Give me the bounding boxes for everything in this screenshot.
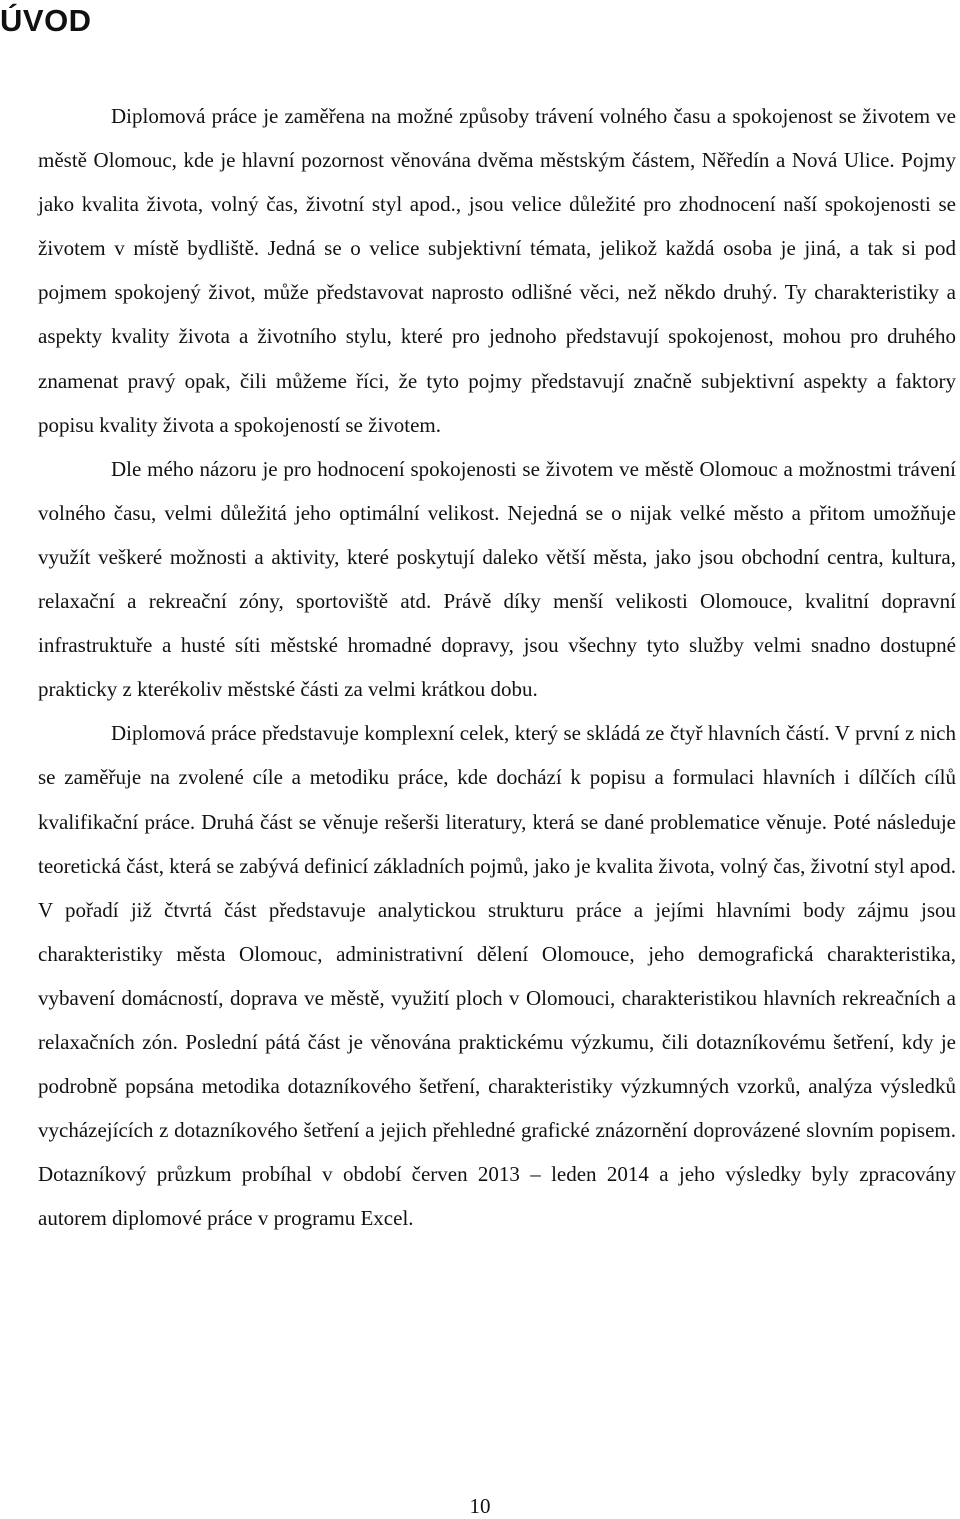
page-number: 10 <box>469 1494 491 1518</box>
document-body <box>38 94 956 1240</box>
paragraph-3: Diplomová práce představuje komplexní celek, který se skládá ze čtyř hlavních částí. V první z nich se zaměřuje na zvolené cíle a metodiku práce, kde dochází k popisu a formulaci hlavních i dílčích cílů kvalifikační práce. Druhá část se věnuje rešerši literatury, která se dané problematice věnuje. Poté následuje teoretická část, která se zabývá definicí základních pojmů, jako je kvalita života, volný čas, životní styl apod. V pořadí již čtvrtá část představuje analytickou strukturu práce a jejími hlavními body zájmu jsou charakteristiky města Olomouc, administrativní dělení Olomouce, jeho demografická charakteristika, vybavení domácností, doprava ve městě, využití ploch v Olomouci, charakteristikou hlavních rekreačních a relaxačních zón. Poslední pátá část je věnována praktickému výzkumu, čili dotazníkovému šetření, kdy je podrobně popsána metodika dotazníkového šetření, charakteristiky výzkumných vzorků, analýza výsledků vycházejících z dotazníkového šetření a jejich přehledné grafické znázornění doprovázené slovním popisem. Dotazníkový průzkum probíhal v období červen 2013 – leden 2014 a jeho výsledky byly zpracovány autorem diplomové práce v programu Excel. <box>38 721 956 1231</box>
section-heading: ÚVOD <box>0 3 92 38</box>
paragraph-1: Diplomová práce je zaměřena na možné způsoby trávení volného času a spokojenost se životem ve městě Olomouc, kde je hlavní pozornost věnována dvěma městským částem, Něředín a Nová Ulice. Pojmy jako kvalita života, volný čas, životní styl apod., jsou velice důležité pro zhodnocení naší spokojenosti se životem v místě bydliště. Jedná se o velice subjektivní témata, jelikož každá osoba je jiná, a tak si pod pojmem spokojený život, může představovat naprosto odlišné věci, než někdo druhý. Ty charakteristiky a aspekty kvality života a životního stylu, které pro jednoho představují spokojenost, mohou pro druhého znamenat pravý opak, čili můžeme říci, že tyto pojmy představují značně subjektivní aspekty a faktory popisu kvality života a spokojeností se životem. <box>38 104 956 437</box>
paragraph-2: Dle mého názoru je pro hodnocení spokojenosti se životem ve městě Olomouc a možnostmi trávení volného času, velmi důležitá jeho optimální velikost. Nejedná se o nijak velké město a přitom umožňuje využít veškeré možnosti a aktivity, které poskytují daleko větší města, jako jsou obchodní centra, kultura, relaxační a rekreační zóny, sportoviště atd. Právě díky menší velikosti Olomouce, kvalitní dopravní infrastruktuře a husté síti městské hromadné dopravy, jsou všechny tyto služby velmi snadno dostupné prakticky z kterékoliv městské části za velmi krátkou dobu. <box>38 456 956 702</box>
